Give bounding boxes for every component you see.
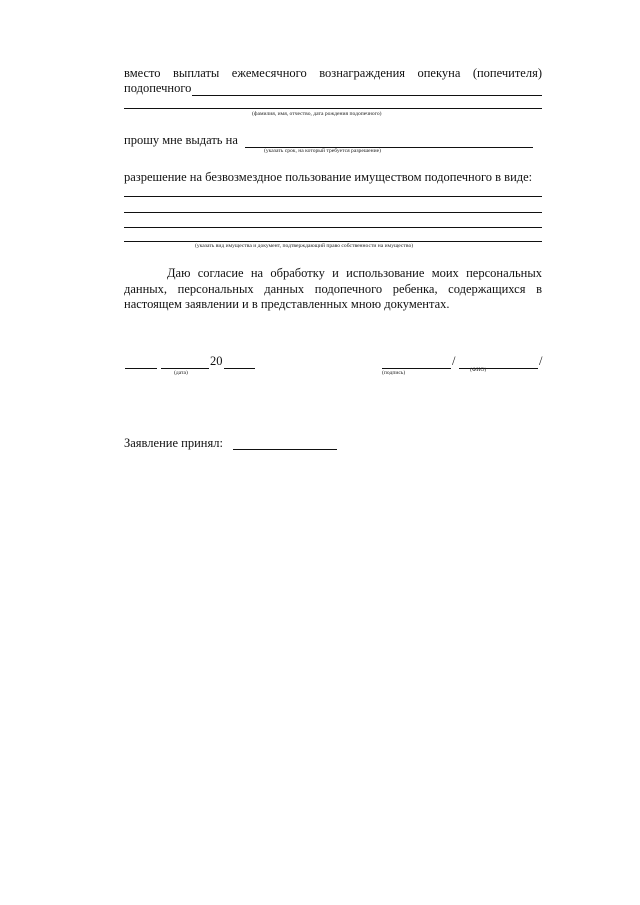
property-line-4[interactable] [124, 241, 542, 242]
signature-slash-2: / [539, 354, 543, 368]
caption-property: (указать вид имущества и документ, подтверждающий право собственности на имущество) [195, 243, 414, 249]
signature-line[interactable] [382, 368, 451, 369]
caption-term: (указать срок, на который требуется разрешение) [264, 148, 381, 154]
ward-blank-line[interactable] [192, 95, 542, 96]
signature-slash-1: / [452, 354, 456, 368]
caption-signature: (подпись) [382, 370, 406, 376]
date-year-prefix: 20 [210, 354, 223, 368]
ward-details-line[interactable] [124, 108, 542, 109]
date-month-line[interactable] [161, 368, 209, 369]
ward-label: подопечного [124, 81, 192, 95]
intro-text: вместо выплаты ежемесячного вознаграждения опекуна (попечителя) [124, 66, 542, 80]
property-line-1[interactable] [124, 196, 542, 197]
caption-name: (ФИО) [470, 367, 487, 373]
accepted-blank-line[interactable] [233, 449, 337, 450]
date-day-line[interactable] [125, 368, 157, 369]
permission-text: разрешение на безвозмездное пользование имуществом подопечного в виде: [124, 170, 533, 184]
property-line-2[interactable] [124, 212, 542, 213]
caption-date: (дата) [174, 370, 188, 376]
date-year-line[interactable] [224, 368, 255, 369]
accepted-label: Заявление принял: [124, 436, 223, 450]
property-line-3[interactable] [124, 227, 542, 228]
consent-paragraph: Даю согласие на обработку и использование моих персональных данных, персональных данных подопечного ребенка, содержащихся в настоящем заявлении и в представленных мною документах. [124, 266, 542, 311]
caption-fio: (фамилия, имя, отчество, дата рождения подопечного) [252, 111, 382, 117]
request-label: прошу мне выдать на [124, 133, 238, 147]
